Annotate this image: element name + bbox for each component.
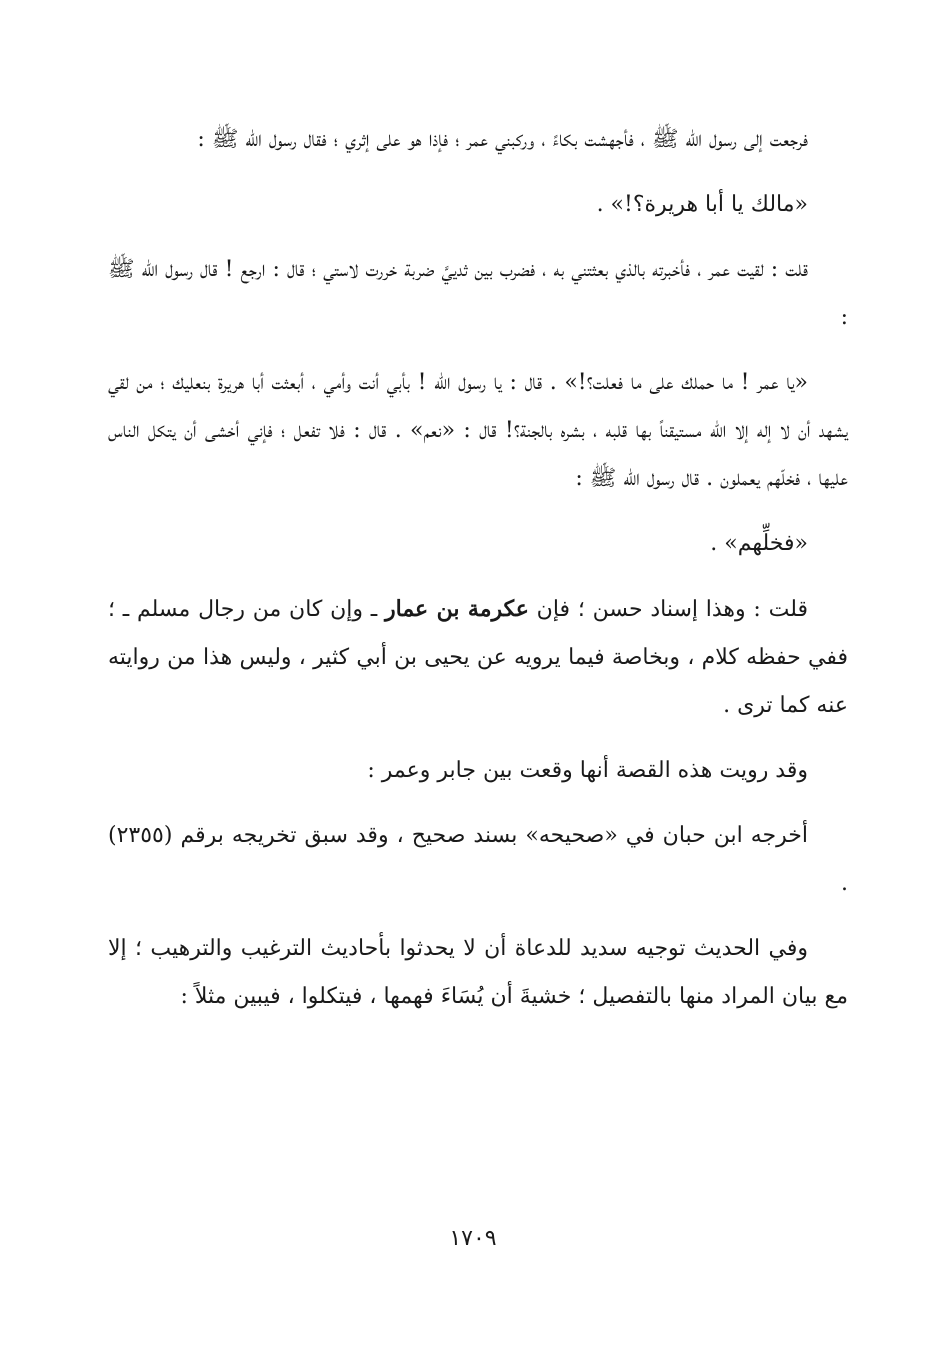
paragraph-quote-leave-them: «فخلِّهم» . xyxy=(710,531,808,556)
page-number: ١٧٠٩ xyxy=(449,1226,497,1251)
paragraph-isnad-comment xyxy=(108,585,848,730)
isnad-text-start: قلت : وهذا إسناد حسن ؛ فإن xyxy=(528,597,808,622)
paragraph-quote-abu-hurayra: «مالك يا أبا هريرة؟!» . xyxy=(596,192,808,217)
paragraph-return-to-prophet: فرجعت إلى رسول الله ﷺ ، فأجهشت بكاءً ، وركبني عمر ؛ فإذا هو على إثري ؛ فقال رسول الله ﷺ : xyxy=(197,127,808,152)
body-text xyxy=(108,116,848,1038)
paragraph-story-jabir-umar: وقد رويت هذه القصة أنها وقعت بين جابر وعمر : xyxy=(367,758,808,783)
narrator-name: عكرمة بن عمار xyxy=(385,596,529,622)
paragraph-met-umar: قلت : لقيت عمر ، فأخبرته بالذي بعثتني به ، فضرب بين ثدييَّ ضربة خررت لاستي ؛ قال : ارجع ! قال رسول الله ﷺ : xyxy=(108,257,848,330)
paragraph-ibn-hibban: أخرجه ابن حبان في «صحيحه» بسند صحيح ، وقد سبق تخريجه برقم (٢٣٥٥) . xyxy=(108,823,848,896)
paragraph-guidance: وفي الحديث توجيه سديد للدعاة أن لا يحدثوا بأحاديث الترغيب والترهيب ؛ إلا مع بيان المراد منها بالتفصيل ؛ خشيةَ أن يُسَاءَ فهمها ، فيتكلوا ، فيبين مثلاً : xyxy=(108,936,848,1009)
isnad-text-end: ـ وإن كان من رجال مسلم ـ ؛ ففي حفظه كلام ، وبخاصة فيما يرويه عن يحيى بن أبي كثير ، وليس هذا من روايته عنه كما ترى . xyxy=(108,597,848,718)
paragraph-dialogue-umar: «يا عمر ! ما حملك على ما فعلت؟!» . قال : يا رسول الله ! بأبي أنت وأمي ، أبعثت أبا هريرة بنعليك ؛ من لقي يشهد أن لا إله إلا الله مستيقناً بها قلبه ، بشره بالجنة؟! قال : «نعم» . قال : فلا تفعل ؛ فإني أخشى أن يتكل الناس عليها ، فخلّهم يعملون . قال رسول الله ﷺ : xyxy=(108,370,848,491)
